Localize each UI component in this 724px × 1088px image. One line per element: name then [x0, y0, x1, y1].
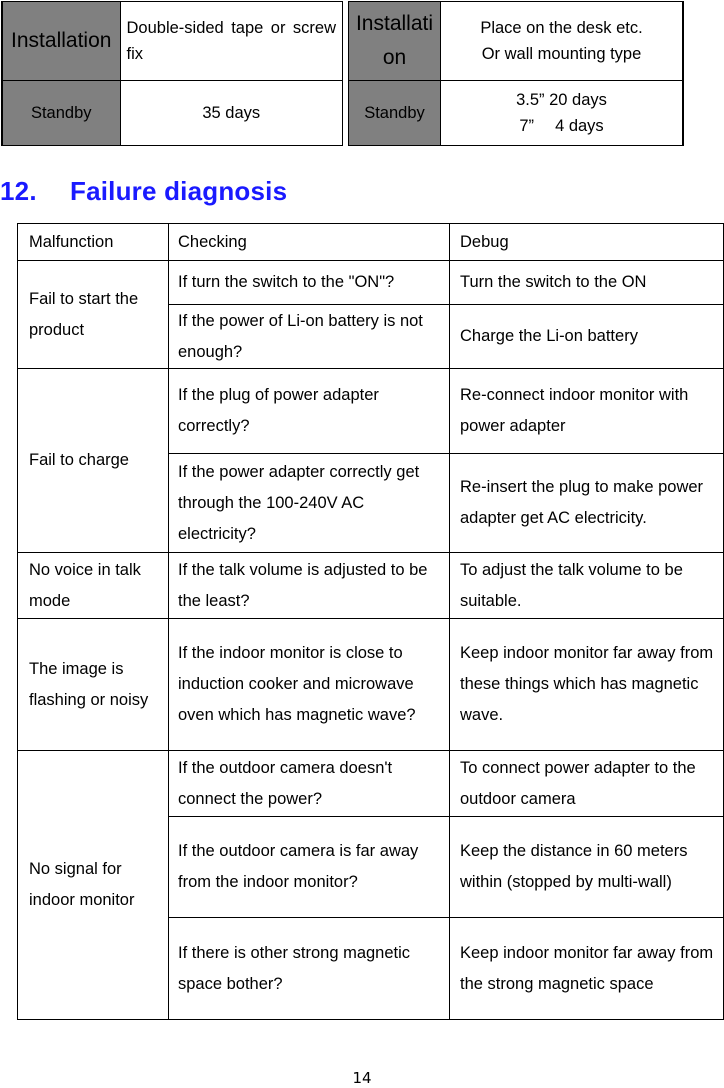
table-row [18, 369, 724, 454]
installation-label [349, 2, 441, 81]
page-number: 14 [352, 1069, 372, 1087]
checking-cell: If turn the switch to the "ON"? [169, 261, 450, 305]
failure-diagnosis-table [17, 223, 724, 1020]
table-row [18, 619, 724, 751]
standby-label [2, 81, 120, 146]
standby-value-line: 3.5” 20 days [516, 91, 607, 109]
installation-label-text: Installation [355, 12, 434, 69]
checking-cell: If the outdoor camera doesn't connect the power? [169, 751, 450, 817]
standby-value [120, 81, 343, 146]
table-header-row [18, 224, 724, 261]
debug-cell: Keep the distance in 60 meters within (stopped by multi-wall) [450, 817, 724, 918]
standby-label-text: Standby [30, 104, 92, 122]
malfunction-cell: No voice in talk mode [18, 553, 169, 619]
table-row [18, 261, 724, 305]
checking-cell: If the power adapter correctly get through the 100-240V AC electricity? [169, 454, 450, 553]
spec-table-right [348, 1, 684, 146]
debug-cell: Keep indoor monitor far away from these things which has magnetic wave. [450, 619, 724, 751]
table-row [18, 751, 724, 817]
column-header: Checking [169, 224, 450, 261]
malfunction-cell: The image is flashing or noisy [18, 619, 169, 751]
checking-cell: If the outdoor camera is far away from the indoor monitor? [169, 817, 450, 918]
checking-cell: If the talk volume is adjusted to be the least? [169, 553, 450, 619]
failure-diagnosis-table-body [18, 224, 724, 1020]
installation-value-line: Or wall mounting type [481, 45, 642, 63]
debug-cell: Charge the Li-on battery [450, 305, 724, 369]
standby-label-text: Standby [364, 104, 425, 122]
installation-label [2, 2, 120, 81]
checking-cell: If there is other strong magnetic space bother? [169, 918, 450, 1020]
checking-cell: If the indoor monitor is close to induction cooker and microwave oven which has magnetic wave? [169, 619, 450, 751]
installation-value-line: Place on the desk etc. [480, 19, 643, 37]
debug-cell: To adjust the talk volume to be suitable. [450, 553, 724, 619]
standby-label [349, 81, 441, 146]
malfunction-cell: Fail to start the product [18, 261, 169, 369]
checking-cell: If the plug of power adapter correctly? [169, 369, 450, 454]
section-number: 12. [0, 176, 37, 206]
section-heading [0, 176, 287, 207]
debug-cell: Turn the switch to the ON [450, 261, 724, 305]
debug-cell: Re-insert the plug to make power adapter get AC electricity. [450, 454, 724, 553]
installation-label-text: Installation [11, 29, 112, 52]
spec-table-left [1, 1, 343, 146]
section-title: Failure diagnosis [70, 176, 288, 206]
column-header: Malfunction [18, 224, 169, 261]
table-row [18, 553, 724, 619]
installation-value [120, 2, 343, 81]
debug-cell: Keep indoor monitor far away from the strong magnetic space [450, 918, 724, 1020]
debug-cell: Re-connect indoor monitor with power adapter [450, 369, 724, 454]
checking-cell: If the power of Li-on battery is not enough? [169, 305, 450, 369]
installation-value-text: Double-sided tape or screw fix [126, 19, 336, 63]
standby-value-line: 7” 4 days [519, 117, 604, 135]
standby-value [441, 81, 684, 146]
malfunction-cell: Fail to charge [18, 369, 169, 553]
malfunction-cell: No signal for indoor monitor [18, 751, 169, 1020]
standby-value-text: 35 days [202, 104, 261, 122]
installation-value [441, 2, 684, 81]
debug-cell: To connect power adapter to the outdoor camera [450, 751, 724, 817]
column-header: Debug [450, 224, 724, 261]
